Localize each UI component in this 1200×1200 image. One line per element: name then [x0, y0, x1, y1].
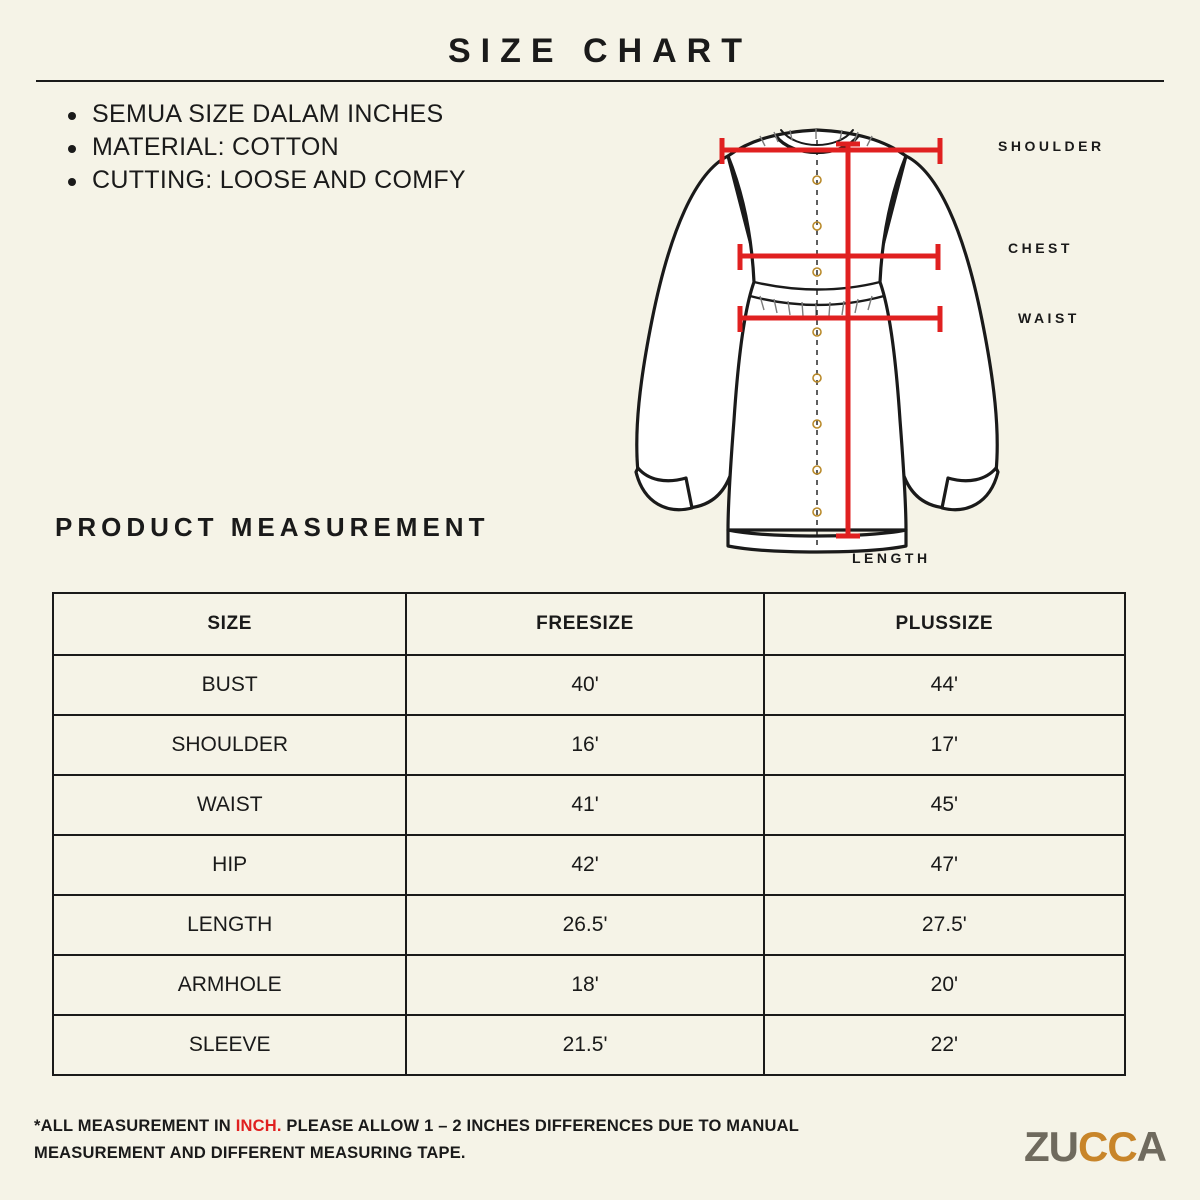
- table-row: [53, 655, 1125, 715]
- row-label: SLEEVE: [53, 1015, 406, 1075]
- table-row: [53, 895, 1125, 955]
- table-row: [53, 955, 1125, 1015]
- cell-freesize: 16': [406, 715, 763, 775]
- row-label: HIP: [53, 835, 406, 895]
- title-divider: [36, 80, 1164, 82]
- footnote-part-1: *ALL MEASUREMENT IN: [34, 1117, 236, 1135]
- cell-plussize: 22': [764, 1015, 1125, 1075]
- logo-letter-z: Z: [1023, 1123, 1049, 1170]
- footnote: [34, 1113, 874, 1167]
- column-header-size: SIZE: [53, 593, 406, 655]
- cell-plussize: 47': [764, 835, 1125, 895]
- row-label: ARMHOLE: [53, 955, 406, 1015]
- row-label: BUST: [53, 655, 406, 715]
- table-row: [53, 1015, 1125, 1075]
- brand-logo: [1023, 1123, 1166, 1170]
- cell-freesize: 42': [406, 835, 763, 895]
- product-measurement-heading: PRODUCT MEASUREMENT: [55, 512, 490, 542]
- column-header-plussize: PLUSSIZE: [764, 593, 1125, 655]
- row-label: WAIST: [53, 775, 406, 835]
- table-header-row: [53, 593, 1125, 655]
- blouse-technical-drawing: [600, 100, 1160, 580]
- diagram-label-waist: WAIST: [1018, 310, 1080, 326]
- footnote-highlight: INCH.: [235, 1117, 282, 1135]
- column-header-freesize: FREESIZE: [406, 593, 763, 655]
- diagram-label-shoulder: SHOULDER: [998, 138, 1105, 154]
- row-label: SHOULDER: [53, 715, 406, 775]
- list-item: CUTTING: LOOSE AND COMFY: [62, 164, 466, 197]
- diagram-label-chest: CHEST: [1008, 240, 1073, 256]
- info-bullet-list: [62, 98, 466, 197]
- logo-letter-c1: C: [1077, 1123, 1108, 1170]
- cell-plussize: 20': [764, 955, 1125, 1015]
- size-measurement-table: [52, 592, 1126, 1076]
- cell-freesize: 40': [406, 655, 763, 715]
- table-row: [53, 715, 1125, 775]
- table-row: [53, 835, 1125, 895]
- list-item: SEMUA SIZE DALAM INCHES: [62, 98, 466, 131]
- table-row: [53, 775, 1125, 835]
- diagram-label-length: LENGTH: [852, 550, 931, 566]
- cell-plussize: 17': [764, 715, 1125, 775]
- footnote-part-2: PLEASE ALLOW 1 – 2 INCHES DIFFERENCES DUE TO MANUAL MEASUREMENT AND DIFFERENT MEASURING TAPE.: [34, 1117, 799, 1162]
- list-item: MATERIAL: COTTON: [62, 131, 466, 164]
- cell-freesize: 26.5': [406, 895, 763, 955]
- cell-plussize: 44': [764, 655, 1125, 715]
- logo-letter-a: A: [1136, 1123, 1166, 1170]
- row-label: LENGTH: [53, 895, 406, 955]
- cell-freesize: 18': [406, 955, 763, 1015]
- page-title: SIZE CHART: [448, 32, 752, 70]
- cell-freesize: 21.5': [406, 1015, 763, 1075]
- logo-letter-u: U: [1048, 1123, 1078, 1170]
- garment-illustration: [600, 100, 1160, 580]
- cell-freesize: 41': [406, 775, 763, 835]
- cell-plussize: 45': [764, 775, 1125, 835]
- cell-plussize: 27.5': [764, 895, 1125, 955]
- logo-letter-c2: C: [1107, 1123, 1137, 1170]
